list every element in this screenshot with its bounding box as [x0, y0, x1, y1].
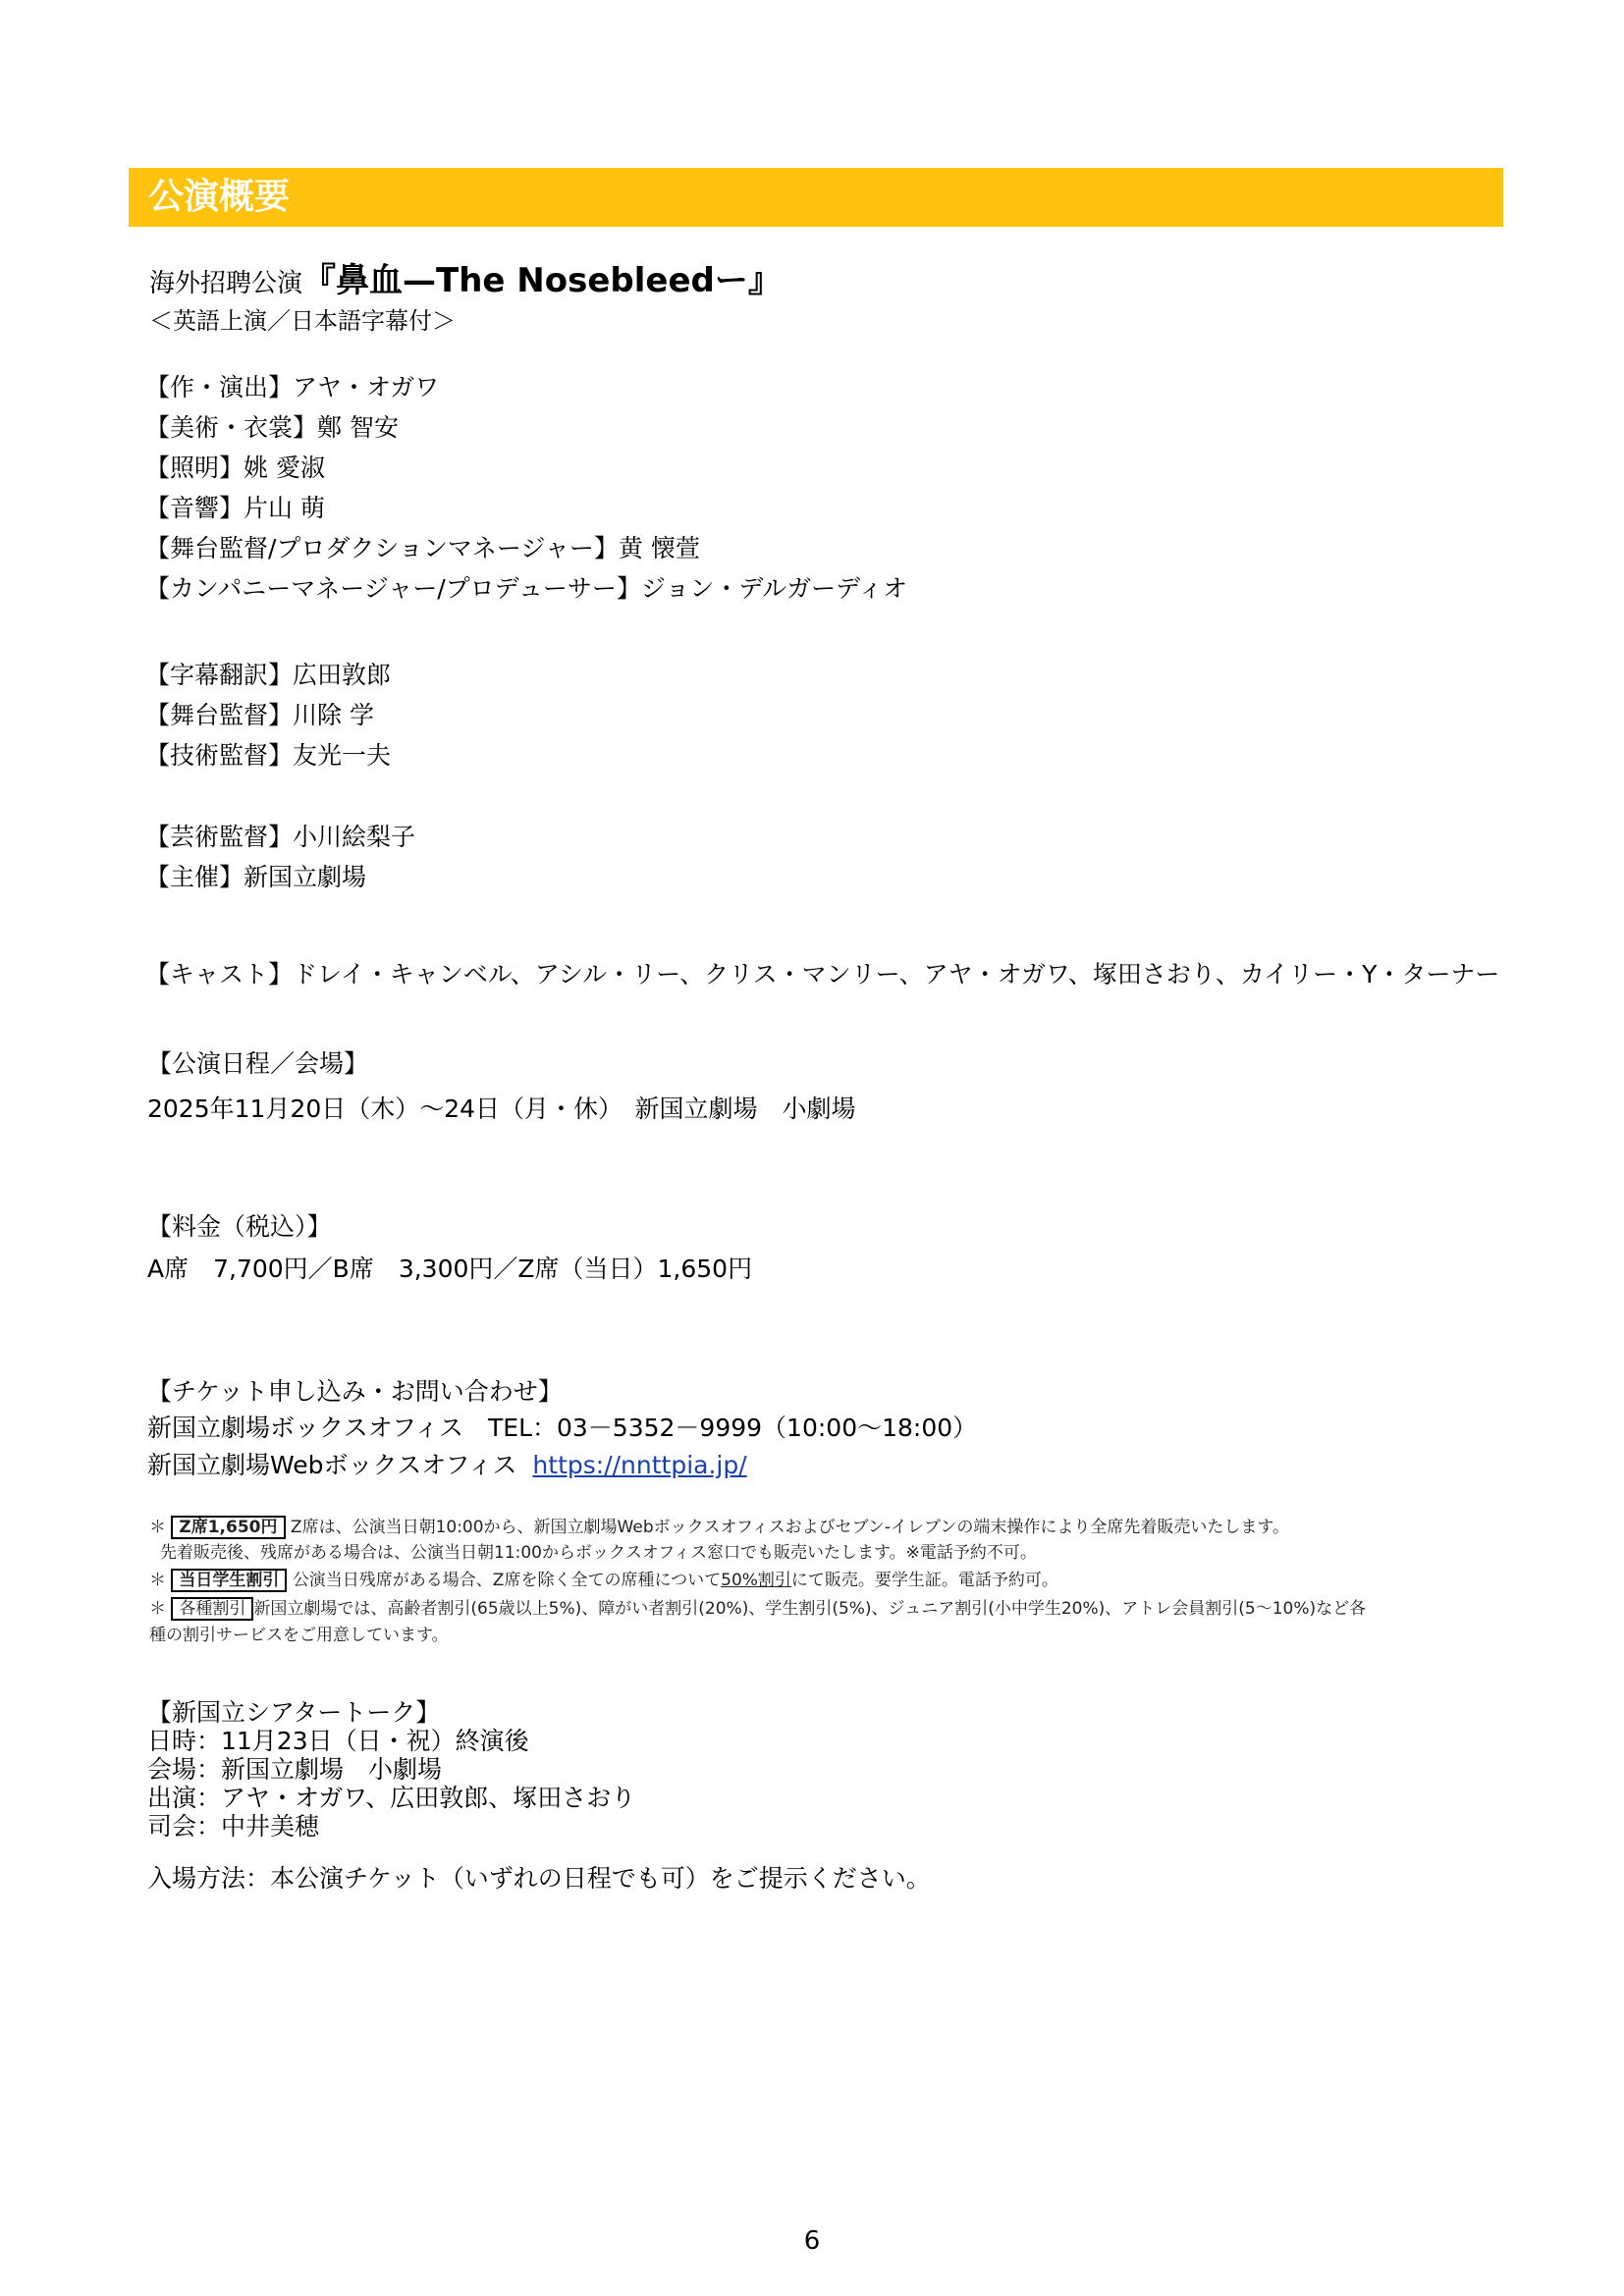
note-student [149, 1569, 1058, 1592]
credit-line: 【作・演出】アヤ・オガワ [145, 373, 440, 401]
talk-venue: 会場：新国立劇場 小劇場 [147, 1755, 443, 1784]
title-prefix: 海外招聘公演 [149, 269, 303, 298]
section-title: 公演概要 [148, 177, 291, 217]
schedule-text: 2025年11月20日（木）～24日（月・休） 新国立劇場 小劇場 [147, 1095, 856, 1123]
title-main: 『鼻血—The Nosebleedー』 [302, 261, 782, 300]
note-z-2: 先着販売後、残席がある場合は、公演当日朝11:00からボックスオフィス窓口でも販売いたします。※電話予約不可。 [160, 1543, 1037, 1563]
note-discounts [149, 1597, 1366, 1621]
student-discount-label: 当日学生割引 [171, 1569, 287, 1592]
note-z [149, 1516, 1289, 1539]
note-mark: ＊ [149, 1518, 166, 1537]
credit-line: 【芸術監督】小川絵梨子 [145, 823, 416, 851]
credit-line: 【音響】片山 萌 [145, 494, 325, 522]
credit-line: 【舞台監督/プロダクションマネージャー】黄 懐萱 [145, 534, 700, 562]
title-subtitle: ＜英語上演／日本語字幕付＞ [149, 307, 456, 335]
page-number: 6 [803, 2226, 821, 2256]
discount-text: 新国立劇場では、高齢者割引(65歳以上5%)、障がい者割引(20%)、学生割引(5%)、ジュニア割引(小中学生20%)、アトレ会員割引(5～10%)など各 [253, 1599, 1367, 1619]
price-heading: 【料金（税込）】 [147, 1212, 332, 1241]
credit-line: 【舞台監督】川除 学 [145, 701, 374, 729]
cast-line: 【キャスト】ドレイ・キャンベル、アシル・リー、クリス・マンリー、アヤ・オガワ、塚田さおり、カイリー・Y・ターナー [145, 960, 1500, 988]
credit-line: 【美術・衣裳】鄭 智安 [145, 413, 399, 442]
credit-line: 【技術監督】友光一夫 [145, 741, 392, 770]
section-banner [129, 168, 1503, 227]
discount-label: 各種割引 [171, 1597, 253, 1621]
credit-line: 【カンパニーマネージャー/プロデューサー】ジョン・デルガーディオ [145, 574, 908, 603]
student-text-a: 公演当日残席がある場合、Z席を除く全ての席種について [292, 1571, 722, 1590]
talk-heading: 【新国立シアタートーク】 [147, 1698, 441, 1727]
ticket-heading: 【チケット申し込み・お問い合わせ】 [147, 1377, 563, 1406]
talk-cast: 出演：アヤ・オガワ、広田敦郎、塚田さおり [147, 1784, 636, 1812]
ticket-web [147, 1451, 747, 1480]
student-text-b: にて販売。要学生証。電話予約可。 [790, 1571, 1058, 1590]
price-text: A席 7,700円／B席 3,300円／Z席（当日）1,650円 [147, 1255, 753, 1283]
event-title [149, 261, 782, 301]
talk-admission: 入場方法：本公演チケット（いずれの日程でも可）をご提示ください。 [147, 1864, 931, 1893]
talk-host: 司会：中井美穂 [147, 1812, 320, 1841]
schedule-heading: 【公演日程／会場】 [147, 1049, 369, 1078]
student-text-underlined: 50%割引 [721, 1571, 791, 1590]
talk-date: 日時：11月23日（日・祝）終演後 [147, 1727, 529, 1755]
note-mark: ＊ [149, 1571, 166, 1590]
credit-line: 【字幕翻訳】広田敦郎 [145, 661, 392, 689]
credit-line: 【主催】新国立劇場 [145, 863, 367, 891]
ticket-phone: 新国立劇場ボックスオフィス TEL：03－5352－9999（10:00～18:00） [147, 1414, 978, 1442]
note-mark: ＊ [149, 1599, 166, 1619]
credit-line: 【照明】姚 愛淑 [145, 454, 325, 482]
z-seat-text: Z席は、公演当日朝10:00から、新国立劇場Webボックスオフィスおよびセブン-イレブンの端末操作により全席先着販売いたします。 [290, 1518, 1289, 1537]
note-discounts-2: 種の割引サービスをご用意しています。 [149, 1626, 449, 1645]
ticket-url-link[interactable]: https://nnttpia.jp/ [532, 1451, 747, 1479]
ticket-web-label: 新国立劇場Webボックスオフィス [147, 1451, 517, 1479]
z-seat-label: Z席1,650円 [171, 1516, 285, 1539]
